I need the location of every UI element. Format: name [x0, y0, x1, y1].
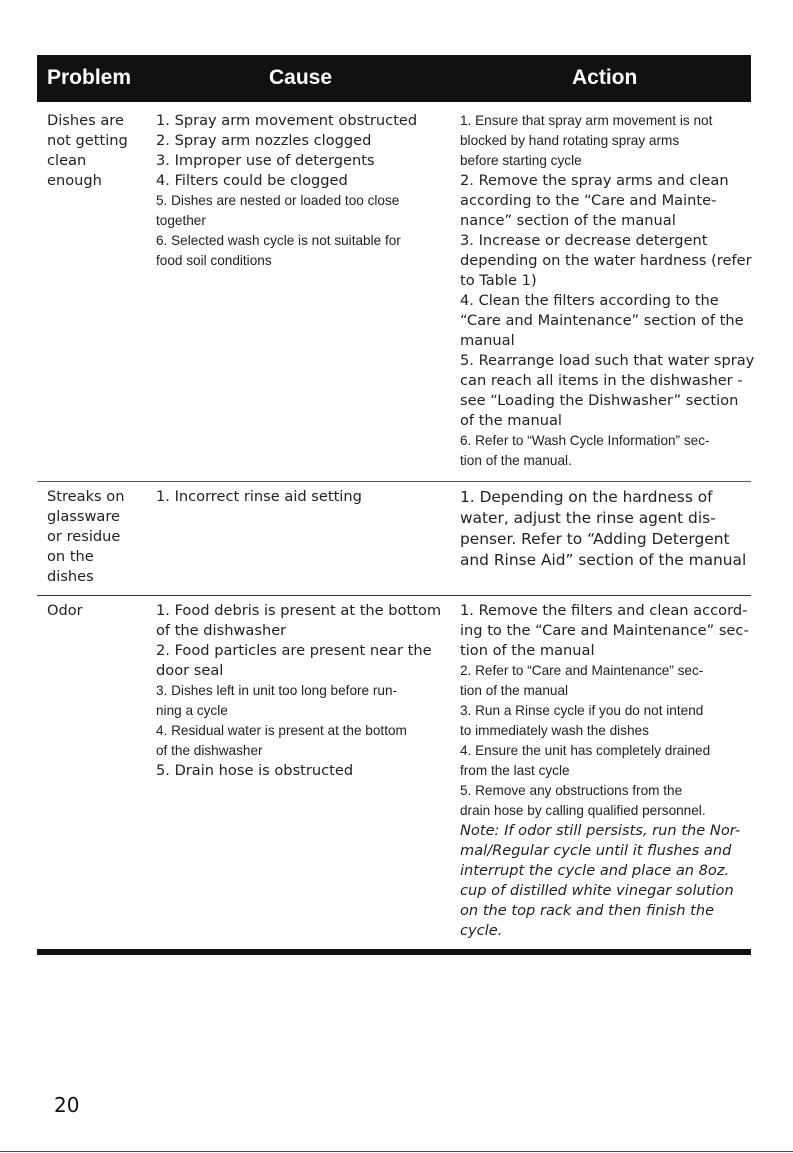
action-cell	[460, 111, 755, 471]
action-line: can reach all items in the dishwasher -	[460, 372, 743, 389]
action-line: tion of the manual	[460, 642, 595, 659]
problem-line: on the	[47, 548, 94, 565]
action-cell	[460, 601, 752, 941]
cause-line: of the dishwasher	[156, 622, 287, 639]
header-action: Action	[572, 66, 638, 89]
action-line: 1. Ensure that spray arm movement is not	[460, 113, 713, 128]
note-line: Note: If odor still persists, run the Nor-	[460, 822, 741, 839]
action-line: drain hose by calling qualified personnel.	[460, 803, 706, 818]
action-line: 5. Rearrange load such that water spray	[460, 352, 755, 369]
page-edge-line	[0, 1151, 793, 1152]
action-line: and Rinse Aid” section of the manual	[460, 551, 747, 569]
action-line: 4. Clean the filters according to the	[460, 292, 719, 309]
action-line: 1. Remove the filters and clean accord-	[460, 602, 748, 619]
cause-line: 1. Spray arm movement obstructed	[156, 112, 418, 129]
action-line: manual	[460, 332, 515, 349]
note-line: cup of distilled white vinegar solution	[460, 882, 734, 899]
troubleshooting-table	[37, 55, 755, 939]
cause-line: together	[156, 213, 206, 228]
action-line: to immediately wash the dishes	[460, 723, 649, 738]
cause-cell	[156, 601, 451, 781]
table-row	[37, 601, 751, 946]
problem-cell	[47, 601, 152, 621]
cause-line: door seal	[156, 662, 224, 679]
action-line: penser. Refer to “Adding Detergent	[460, 530, 730, 548]
action-line: of the manual	[460, 412, 562, 429]
note-line: interrupt the cycle and place an 8oz.	[460, 862, 730, 879]
cause-line: 3. Dishes left in unit too long before run-	[156, 683, 398, 698]
action-line: ing to the “Care and Maintenance” sec-	[460, 622, 749, 639]
problem-cell	[47, 111, 152, 191]
action-line: blocked by hand rotating spray arms	[460, 133, 680, 148]
action-line: 1. Depending on the hardness of	[460, 488, 713, 506]
cause-line: 5. Drain hose is obstructed	[156, 762, 354, 779]
action-line: 2. Remove the spray arms and clean	[460, 172, 729, 189]
cause-line: of the dishwasher	[156, 743, 263, 758]
action-line: tion of the manual.	[460, 453, 572, 468]
table-row	[37, 487, 751, 592]
row-divider	[37, 595, 751, 596]
action-line: 6. Refer to “Wash Cycle Information” sec-	[460, 433, 710, 448]
action-line: from the last cycle	[460, 763, 570, 778]
cause-line: ning a cycle	[156, 703, 228, 718]
cause-line: 2. Spray arm nozzles clogged	[156, 132, 372, 149]
table-row	[37, 111, 755, 481]
cause-line: 5. Dishes are nested or loaded too close	[156, 193, 400, 208]
cause-line: 6. Selected wash cycle is not suitable for	[156, 233, 401, 248]
action-line: see “Loading the Dishwasher” section	[460, 392, 739, 409]
header-cause: Cause	[269, 66, 333, 89]
problem-cell	[47, 487, 152, 587]
action-line: to Table 1)	[460, 272, 537, 289]
action-line: 4. Ensure the unit has completely drained	[460, 743, 711, 758]
action-line: “Care and Maintenance” section of the	[460, 312, 744, 329]
action-line: nance” section of the manual	[460, 212, 676, 229]
problem-line: Odor	[47, 602, 83, 619]
action-line: before starting cycle	[460, 153, 582, 168]
cause-line: food soil conditions	[156, 253, 272, 268]
action-line: 3. Increase or decrease detergent	[460, 232, 708, 249]
cause-cell	[156, 111, 451, 271]
problem-line: Dishes are	[47, 112, 124, 129]
problem-line: enough	[47, 172, 102, 189]
page-number: 20	[54, 1093, 80, 1117]
header-problem: Problem	[47, 66, 132, 89]
problem-line: glassware	[47, 508, 121, 525]
problem-line: dishes	[47, 568, 94, 585]
cause-line: 1. Food debris is present at the bottom	[156, 602, 442, 619]
action-line: 3. Run a Rinse cycle if you do not intend	[460, 703, 704, 718]
action-cell	[460, 487, 752, 571]
cause-line: 4. Residual water is present at the bottom	[156, 723, 407, 738]
problem-line: or residue	[47, 528, 121, 545]
problem-line: not getting	[47, 132, 128, 149]
action-line: depending on the water hardness (refer	[460, 252, 752, 269]
action-line: tion of the manual	[460, 683, 569, 698]
cause-line: 3. Improper use of detergents	[156, 152, 375, 169]
note-line: on the top rack and then finish the	[460, 902, 715, 919]
table-bottom-rule	[37, 949, 751, 955]
cause-line: 4. Filters could be clogged	[156, 172, 348, 189]
action-line: 2. Refer to “Care and Maintenance” sec-	[460, 663, 704, 678]
action-line: water, adjust the rinse agent dis-	[460, 509, 716, 527]
cause-cell	[156, 487, 451, 507]
cause-line: 2. Food particles are present near the	[156, 642, 432, 659]
action-line: according to the “Care and Mainte-	[460, 192, 717, 209]
cause-line: 1. Incorrect rinse aid setting	[156, 488, 362, 505]
problem-line: Streaks on	[47, 488, 125, 505]
row-divider	[37, 481, 751, 482]
note-line: mal/Regular cycle until it flushes and	[460, 842, 732, 859]
note-line: cycle.	[460, 922, 503, 939]
problem-line: clean	[47, 152, 87, 169]
action-line: 5. Remove any obstructions from the	[460, 783, 683, 798]
table-header	[37, 55, 751, 102]
